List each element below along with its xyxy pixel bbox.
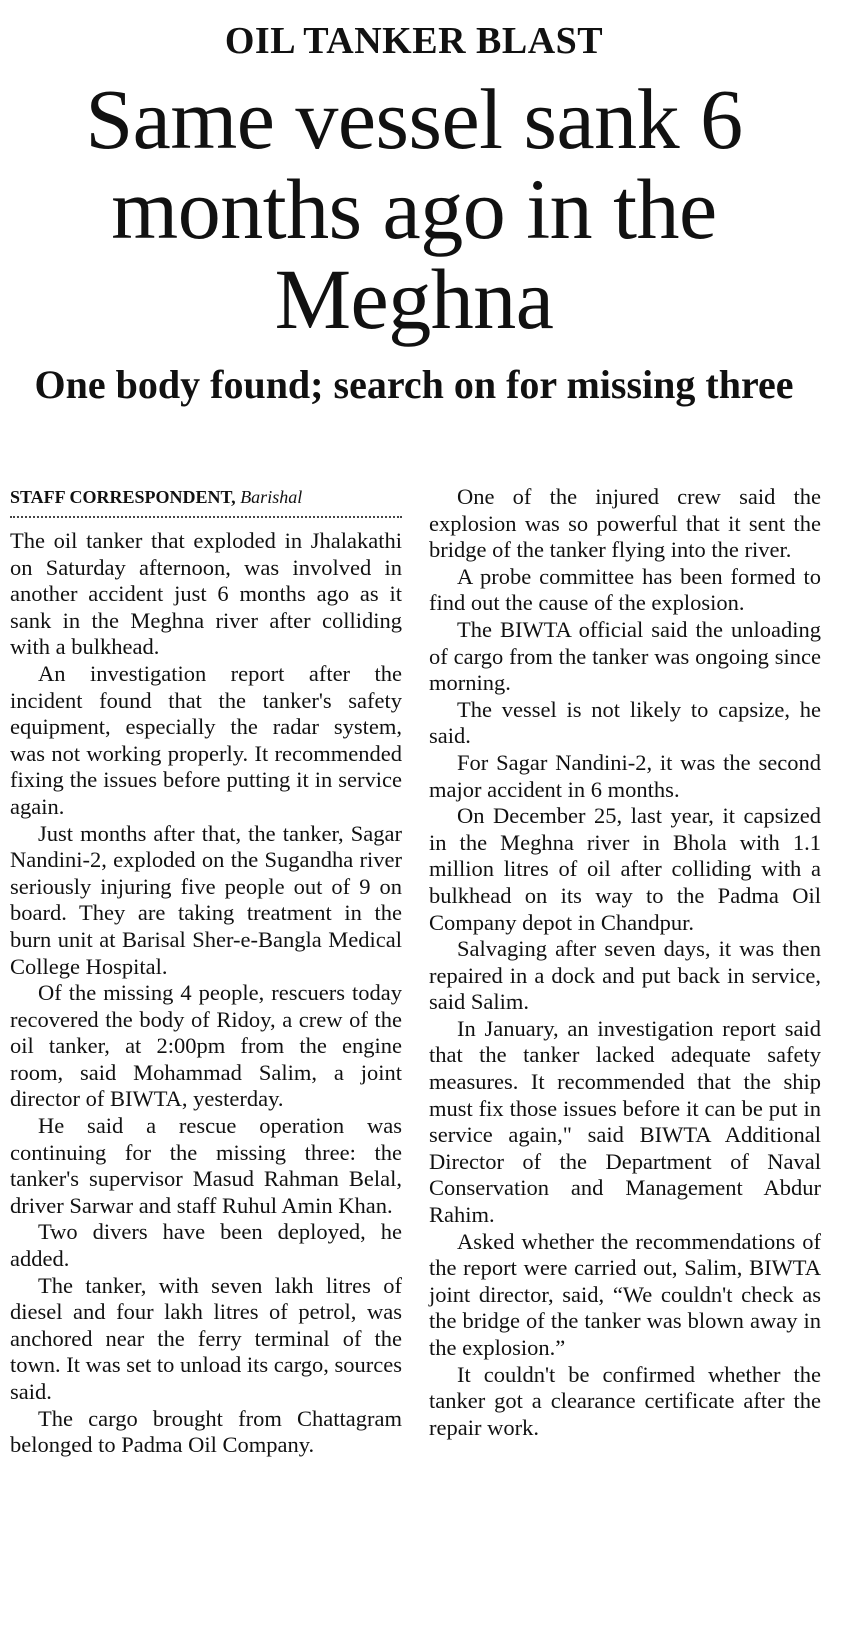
paragraph: One of the injured crew said the explosion was so powerful that it sent the bridge of the tanker flying into the river. [429,484,821,563]
paragraph: An investigation report after the incident found that the tanker's safety equipment, especially the radar system, was not working properly. It recommended fixing the issues before putting it in service again. [10,660,402,819]
paragraph: In January, an investigation report said that the tanker lacked adequate safety measures. It recommended that the ship must fix those issues before it can be put in service again," said BIWTA Additional Director of the Department of Naval Conservation and Management Abdur Rahim. [429,1015,821,1228]
byline-name: STAFF CORRESPONDENT, [10,487,236,507]
byline-location: Barishal [240,487,303,507]
paragraph: On December 25, last year, it capsized in the Meghna river in Bhola with 1.1 million litres of oil after colliding with a bulkhead on its way to the Padma Oil Company depot in Chandpur. [429,803,821,935]
article-headline: Same vessel sank 6 months ago in the Meghna [85,71,743,347]
article-column-left [10,484,402,1459]
paragraph: It couldn't be confirmed whether the tanker got a clearance certificate after the repair work. [429,1361,821,1440]
paragraph: The vessel is not likely to capsize, he said. [429,696,821,749]
paragraph: Just months after that, the tanker, Sagar Nandini-2, exploded on the Sugandha river seriously injuring five people out of 9 on board. They are taking treatment in the burn unit at Barisal Sher-e-Bangla Medical College Hospital. [10,820,402,979]
paragraph: The oil tanker that exploded in Jhalakathi on Saturday afternoon, was involved in another accident just 6 months ago as it sank in the Meghna river after colliding with a bulkhead. [10,528,402,660]
paragraph: Two divers have been deployed, he added. [10,1219,402,1272]
paragraph: The cargo brought from Chattagram belonged to Padma Oil Company. [10,1405,402,1458]
paragraph: He said a rescue operation was continuing for the missing three: the tanker's supervisor Masud Rahman Belal, driver Sarwar and staff Ruhul Amin Khan. [10,1113,402,1218]
paragraph: Of the missing 4 people, rescuers today recovered the body of Ridoy, a crew of the oil tanker, at 2:00pm from the engine room, said Mohammad Salim, a joint director of BIWTA, yesterday. [10,980,402,1112]
article-subhead: One body found; search on for missing three [34,362,794,407]
paragraph: The tanker, with seven lakh litres of diesel and four lakh litres of petrol, was anchored near the ferry terminal of the town. It was set to unload its cargo, sources said. [10,1272,403,1404]
paragraph: For Sagar Nandini-2, it was the second major accident in 6 months. [429,749,821,802]
paragraph: A probe committee has been formed to find out the cause of the explosion. [429,563,821,616]
paragraph: The BIWTA official said the unloading of cargo from the tanker was ongoing since morning. [429,616,821,696]
paragraph: Asked whether the recommendations of the report were carried out, Salim, BIWTA joint director, said, “We couldn't check as the bridge of the tanker was blown away in the explosion.” [429,1228,821,1360]
article-column-right [429,484,821,1441]
paragraph: Salvaging after seven days, it was then repaired in a dock and put back in service, said Salim. [429,936,821,1015]
article-kicker: OIL TANKER BLAST [224,20,604,62]
byline [10,484,402,518]
